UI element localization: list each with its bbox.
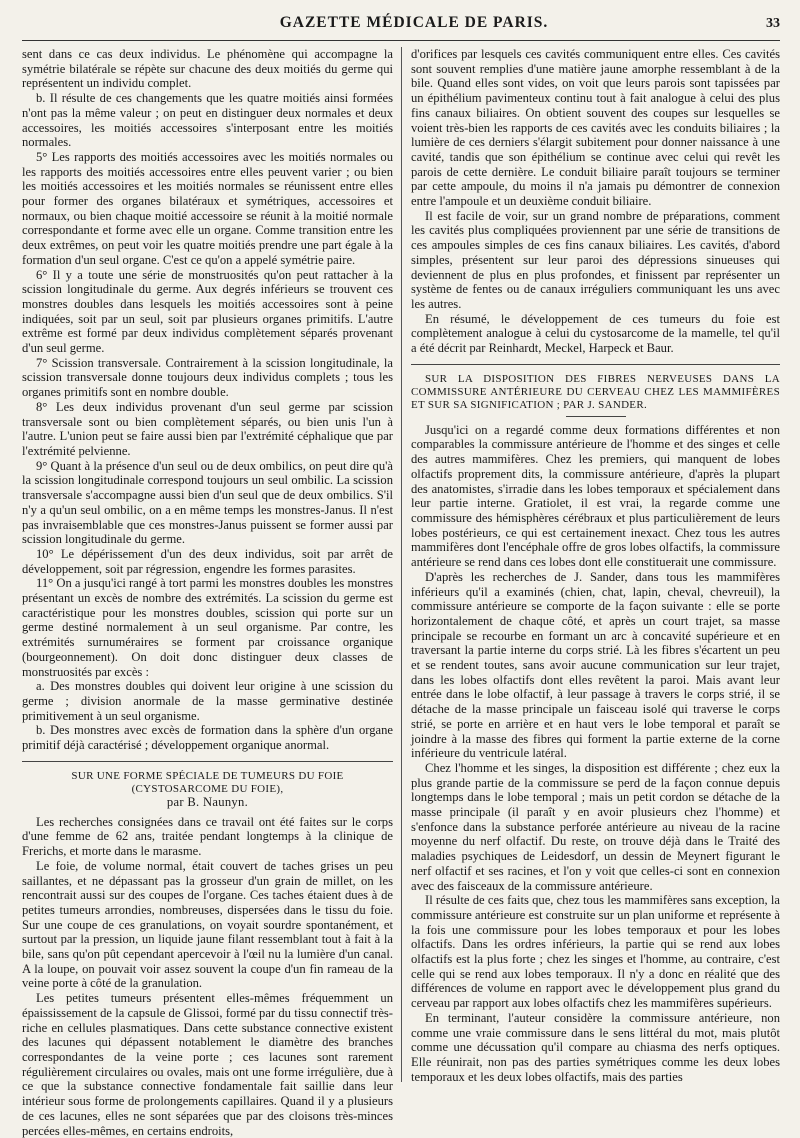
paragraph: 5° Les rapports des moitiés accessoires avec les moitiés normales ou les rapports des moitiés accessoires entre elles peuvent varier ; ou bien les moitiés accessoires et les moitiés normales se réunissent entre elles pour former des organes bilatéraux et symétriques, accessoires et normaux, ou bien chaque moitié accessoire se réunit à la moitié normale correspondante et forme avec elle un organe. Comme transition entre les deux extrêmes, on peut voir les quatre moitiés prendre une part égale à la formation d'un seul organe. C'est ce qu'on a appelé symétrie paire.	[22, 149, 393, 267]
paragraph: Jusqu'ici on a regardé comme deux formations différentes et non comparables la commissure antérieure de l'homme et des singes et celle des autres mammifères. Chez les premiers, qui manquent de lobes olfactifs proprement dits, la commissure antérieure, d'après la plupart des anatomistes, s'irradie dans les lobes temporaux et spécialement dans leur partie interne. Gratiolet, il est vrai, la regarde comme une commissure des hémisphères cérébraux et plus particulièrement de leurs lobes postérieurs, ce qui est certainement inexact. Chez tous les autres mammifères dont l'encéphale offre de gros lobes olfactifs, la commissure antérieure se rend dans ces lobes dont elle constituerait une commissure.	[411, 422, 780, 570]
right-column	[401, 47, 780, 1082]
paragraph: D'après les recherches de J. Sander, dans tous les mammifères inférieurs qu'il a examinés (chien, chat, lapin, cheval, chevreuil), la commissure antérieure se comporte de la façon suivante : elle se porte horizontalement de chaque côté, et après un court trajet, sa masse principale se recourbe en formant un arc à concavité supérieure et en traversant la partie interne du corps strié. Là les fibres s'écartent un peu et se rendent toutes, sans avoir aucune communication sur leur trajet, dans les lobes olfactifs dont elles revêtent la paroi. Mais avant leur entrée dans le lobe olfactif, à leur passage à travers le corps strié, il se détache de la masse principale un faisceau isolé qui traverse le corps strié, se porte en arrière et en haut vers le lobe temporal et paraît se joindre à la masse des fibres qui forment la partie externe de la corne inférieure du ventricule latéral.	[411, 569, 780, 761]
page-number: 33	[766, 16, 780, 31]
paragraph: En résumé, le développement de ces tumeurs du foie est complètement analogue à celui du cystosarcome de la mamelle, tel qu'il a été décrit par Reinhardt, Meckel, Harpeck et Baur.	[411, 311, 780, 356]
paragraph: Il résulte de ces faits que, chez tous les mammifères sans exception, la commissure antérieure est construite sur un plan uniforme et représente à la fois une commissure pour les lobes temporaux et pour les lobes olfactifs. Dans les ordres inférieurs, la partie qui se rend aux lobes olfactifs est la plus forte ; chez les singes et l'homme, au contraire, c'est celle qui se rend aux lobes temporaux. Il n'y a donc en réalité que des différences de volume en rapport avec le développement plus grand du cerveau par rapport aux lobes olfactifs chez les mammifères supérieurs.	[411, 893, 780, 1011]
paragraph: En terminant, l'auteur considère la commissure antérieure, non comme une vraie commissure dans le sens littéral du mot, mais plutôt comme une décussation qu'il compare au chiasma des nerfs optiques. Elle réunirait, non pas des parties symétriques comme les deux lobes temporaux et les deux lobes olfactifs, mais des parties	[411, 1010, 780, 1084]
article-title: SUR LA DISPOSITION DES FIBRES NERVEUSES DANS LA COMMISSURE ANTÉRIEURE DU CERVEAU CHEZ LES MAMMIFÈRES ET SUR SA SIGNIFICATION ; PAR J. SANDER.	[411, 372, 780, 411]
separator-line	[566, 416, 626, 417]
paragraph: Les petites tumeurs présentent elles-mêmes fréquemment un épaississement de la capsule de Glissoi, formé par du tissu connectif très-riche en cellules plasmatiques. Dans cette substance connective existent des lacunes qui dépassent notablement le diamètre des branches correspondantes de la veine porte ; ces lacunes sont rarement régulièrement circulaires ou ovales, mais ont une forme irrégulière, due à ce que la substance connective fondamentale fait saillie dans leur intérieur sous forme de prolongements capillaires. Quand il y a plusieurs de ces lacunes, elles ne sont séparées que par des cloisons très-minces percées elles-mêmes, en certains endroits,	[22, 991, 393, 1138]
paragraph: b. Des monstres avec excès de formation dans la sphère d'un organe primitif déjà caractérisé ; développement organique anormal.	[22, 723, 393, 753]
article-heading	[22, 761, 393, 809]
paragraph: d'orifices par lesquels ces cavités communiquent entre elles. Ces cavités sont souvent remplies d'une matière jaune amorphe ressemblant à de la bile. Quand elles sont vides, on voit que leurs parois sont tapissées par un épithélium pavimenteux continu tout à fait analogue à celui des plus fins canaux biliaires. On obtient souvent des coupes sur lesquelles se voient très-bien les rapports de ces cavités avec les conduits biliaires ; la lumière de ces derniers s'élargit subitement pour donner naissance à une cavité, tandis que son épithélium se continue avec celui qui revêt les parois de cette dernière. Le conduit biliaire paraît toujours se terminer par cette ampoule, du moins il n'a jamais pu démontrer de connexion entre l'ampoule et un deuxième conduit biliaire.	[411, 47, 780, 209]
paragraph: 7° Scission transversale. Contrairement à la scission longitudinale, la scission transversale donne toujours deux individus complets ; tous les organes primitifs sont en nombre double.	[22, 355, 393, 400]
paragraph: 9° Quant à la présence d'un seul ou de deux ombilics, on peut dire qu'à la scission longitudinale correspond toujours un seul ombilic. La scission transversale s'accompagne aussi bien d'un seul que de deux ombilics. S'il n'y a qu'un seul ombilic, on a en même temps les monstres-Janus. Il n'est pas invraisemblable que ces monstres-Janus puissent se former aussi par scission longitudinale du germe.	[22, 458, 393, 547]
text-columns	[22, 47, 780, 1138]
article-author: par B. Naunyn.	[166, 794, 249, 809]
paragraph: Il est facile de voir, sur un grand nombre de préparations, comment les cavités plus compliquées proviennent par une série de transitions de ces ampoules simples de ces fins canaux biliaires. Les cavités, d'abord simples, présentent sur leur paroi des dépressions sinueuses qui deviennent de plus en plus profondes, et finissent par représenter un système de fentes ou de canaux irréguliers communiquant les uns avec les autres.	[411, 208, 780, 311]
paragraph: 8° Les deux individus provenant d'un seul germe par scission transversale sont ou bien complètement séparés, ou bien unis l'un à l'autre. L'union peut se faire aussi bien par l'extrémité céphalique que par l'extrémité pelvienne.	[22, 399, 393, 458]
page-header	[22, 14, 780, 41]
paragraph: 6° Il y a toute une série de monstruosités qu'on peut rattacher à la scission longitudinale du germe. Aux degrés inférieurs se trouvent ces monstres doubles dans lesquels les moitiés accessoires sont à peine indiquées, soit par un seul, soit par plusieurs organes primitifs. L'autre extrême est formé par deux individus complètement séparés provenant d'un seul germe.	[22, 267, 393, 356]
journal-title: GAZETTE MÉDICALE DE PARIS.	[279, 14, 549, 31]
paragraph: Les recherches consignées dans ce travail ont été faites sur le corps d'une femme de 62 ans, traitée pendant longtemps à la clinique de Frerichs, et morte dans le marasme.	[22, 814, 393, 859]
paragraph: Chez l'homme et les singes, la disposition est différente ; chez eux la plus grande partie de la commissure se perd de la façon connue depuis longtemps dans le lobe temporal ; mais un petit cordon se détache de la masse principale (il paraît y en avoir plusieurs chez l'homme) et s'enfonce dans la substance perforée antérieure au niveau de la racine moyenne du nerf olfactif. Du reste, on trouve déjà dans le Traité des maladies psychiques de Leidesdorf, un dessin de Meynert figurant le nerf olfactif et ses racines, et l'on y voit que celles-ci sont en connexion avec des faisceaux de la commissure antérieure.	[411, 760, 780, 893]
paragraph: sent dans ce cas deux individus. Le phénomène qui accompagne la symétrie bilatérale se répète sur chacune des deux moitiés du germe qui représentent un individu complet.	[22, 47, 393, 91]
paragraph: a. Des monstres doubles qui doivent leur origine à une scission du germe ; division anormale de la masse germinative destinée primitivement à un seul organisme.	[22, 679, 393, 723]
paragraph: 11° On a jusqu'ici rangé à tort parmi les monstres doubles les monstres présentant un excès de nombre des extrémités. La scission du germe est caractéristique pour les monstres doubles, scission qui porte sur un germe destiné normalement à un seul organisme. Par contre, les extrémités surnuméraires se forment par croissance organique (bourgeonnement). On doit donc distinguer deux classes de monstruosités par excès :	[22, 576, 393, 679]
article-heading	[411, 364, 780, 417]
paragraph: b. Il résulte de ces changements que les quatre moitiés ainsi formées n'ont pas la même valeur ; on peut en distinguer deux normales et deux accessoires, les moitiés accessoires s'interposant entre les moitiés normales.	[22, 91, 393, 150]
paragraph: Le foie, de volume normal, était couvert de taches grises un peu saillantes, et ne dépassant pas la grosseur d'un grain de millet, on les rencontrait aussi sur des coupes de l'organe. Ces taches étaient dues à de petites tumeurs arrondies, nombreuses, dispersées dans le tissu du foie. Sur une coupe de ces granulations, on voyait sourdre spontanément, et surtout par la pression, un liquide jaune filant ressemblant tout à fait à la bile, sans qu'on pût cependant apercevoir à l'œil nu la lumière d'un canal. A la loupe, on pouvait voir assez souvent la coupe d'un fin rameau de la veine porte à côté de la granulation.	[22, 858, 393, 991]
left-column	[22, 47, 401, 1138]
paragraph: 10° Le dépérissement d'un des deux individus, soit par arrêt de développement, soit par régression, engendre les formes parasites.	[22, 546, 393, 576]
article-title: SUR UNE FORME SPÉCIALE DE TUMEURS DU FOIE (CYSTOSARCOME DU FOIE),	[71, 769, 344, 795]
